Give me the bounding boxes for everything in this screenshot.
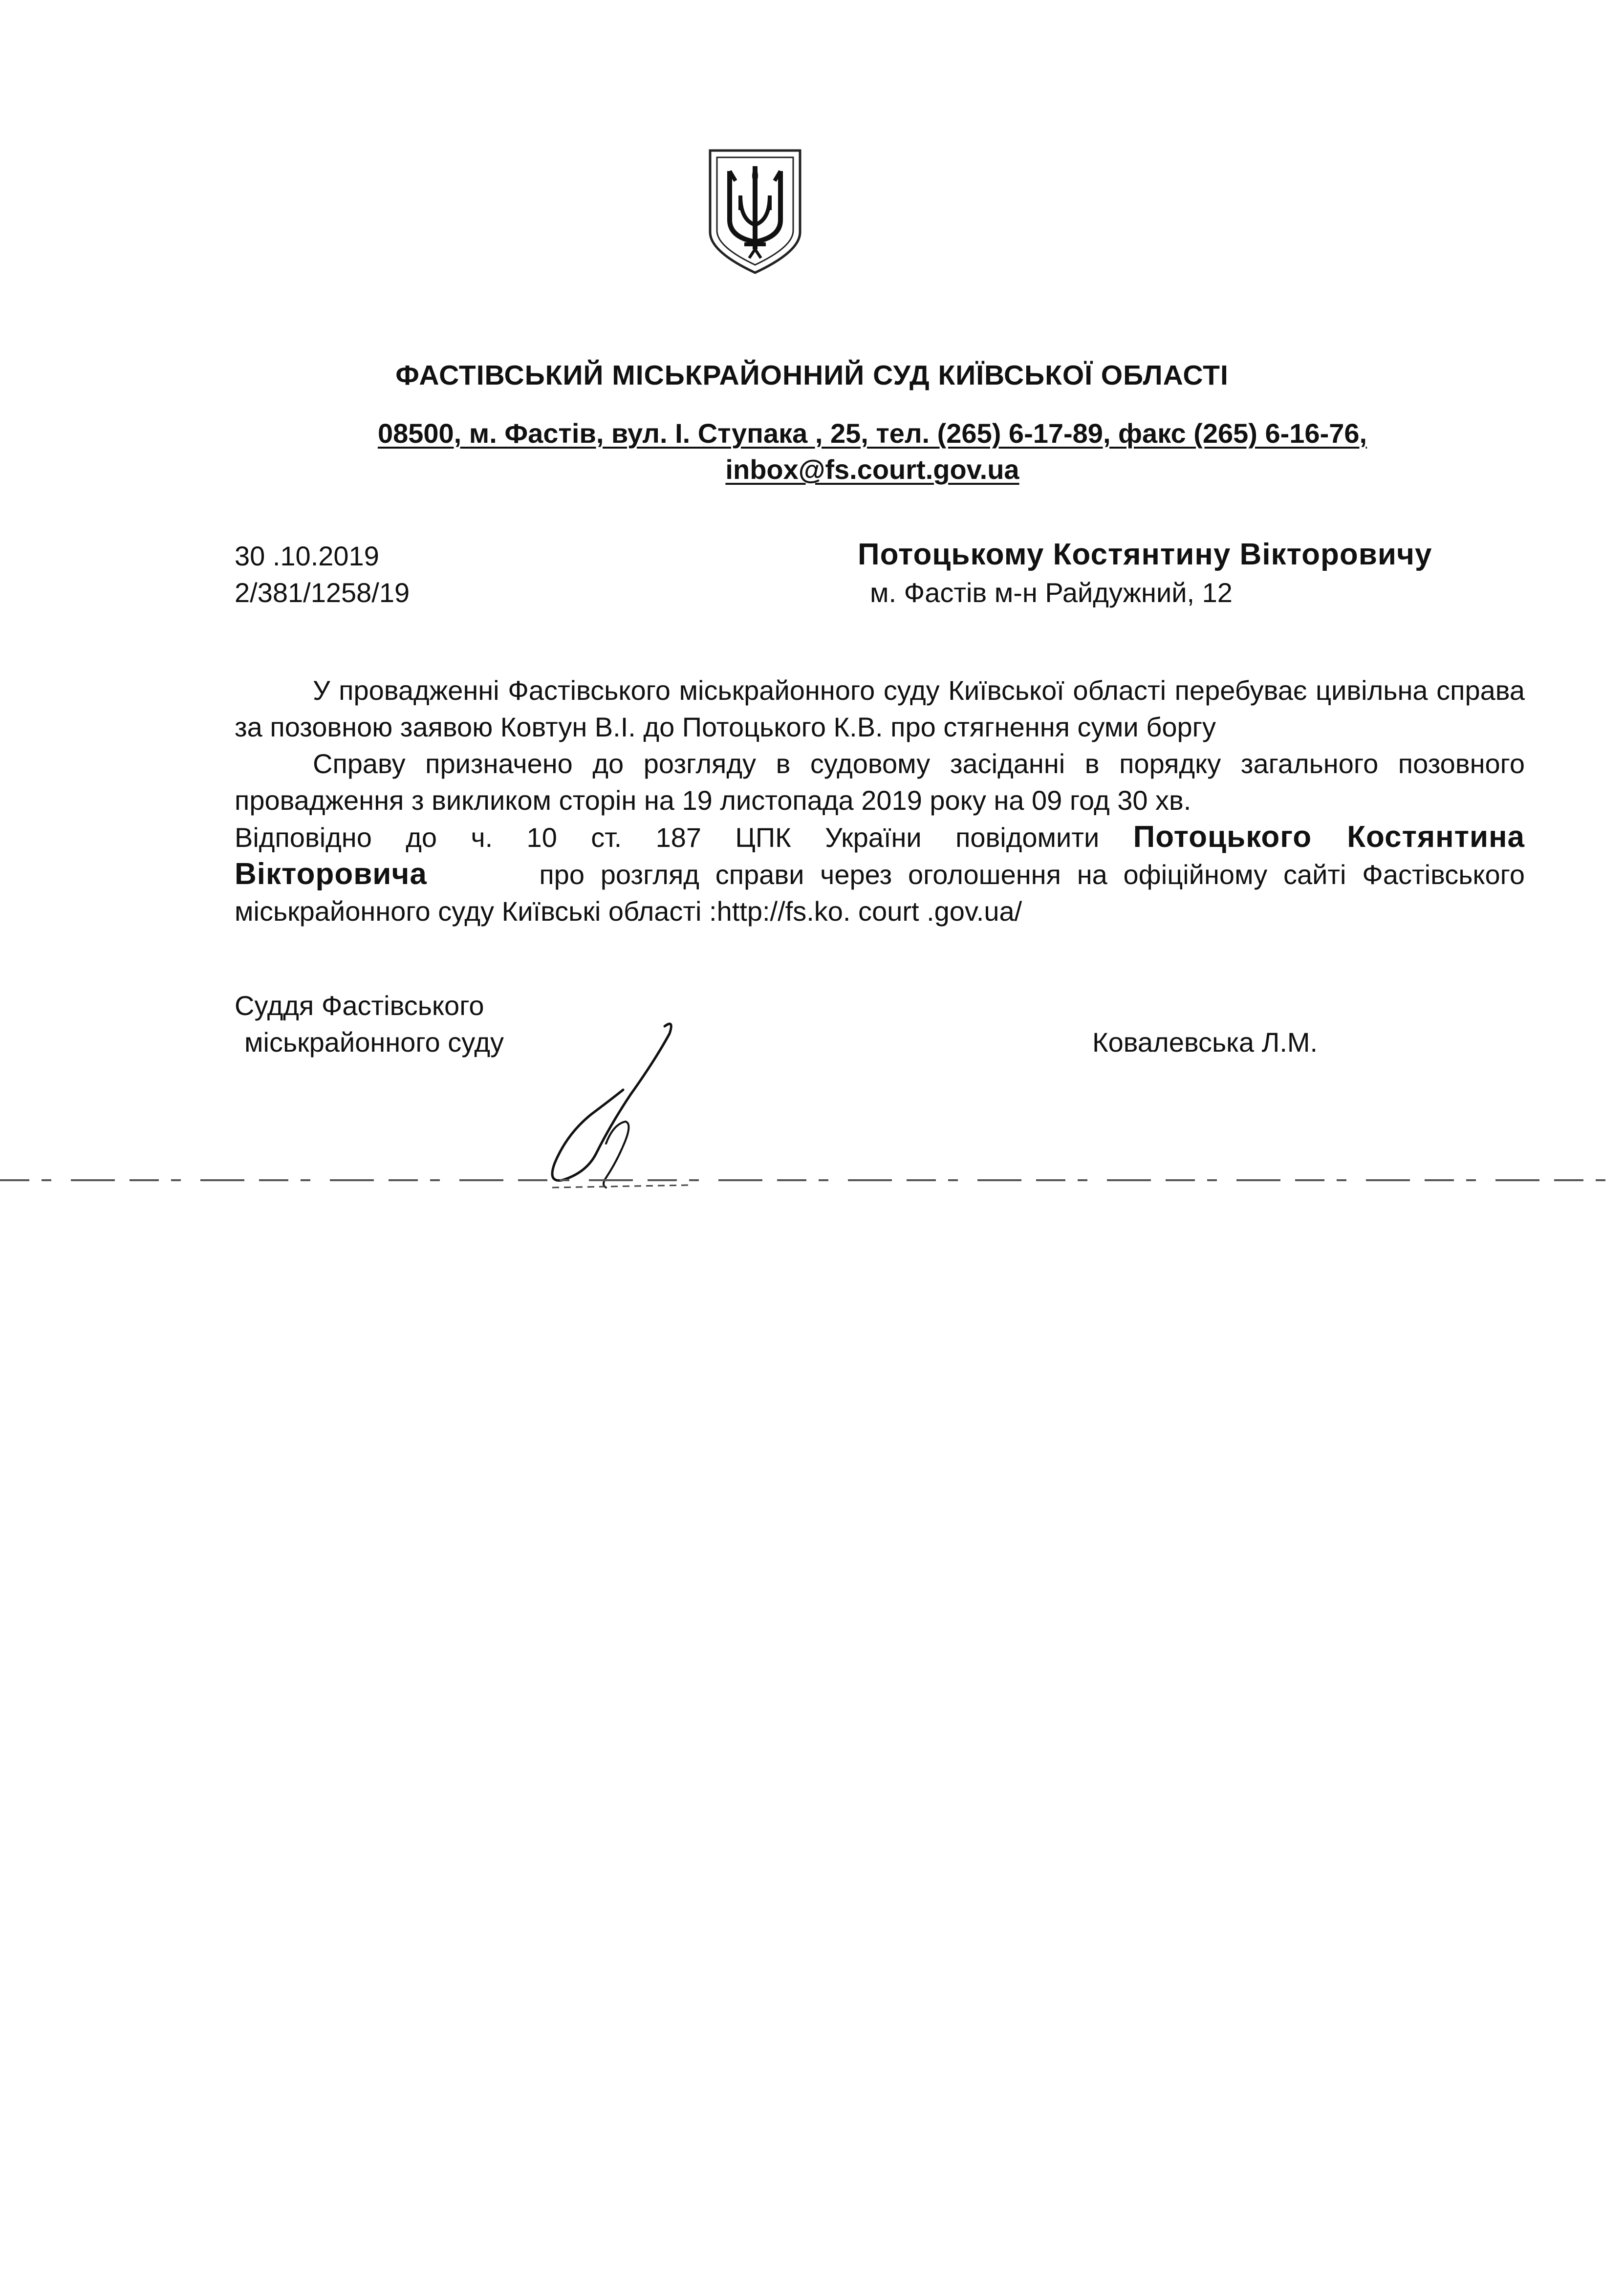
body-paragraph-3 bbox=[235, 819, 1525, 930]
judge-title bbox=[235, 987, 504, 1060]
body-paragraph-3-start: Відповідно до ч. 10 ст. 187 ЦПК України повідомити bbox=[235, 822, 1100, 853]
court-address bbox=[313, 415, 1432, 488]
judge-name: Ковалевська Л.М. bbox=[1092, 1027, 1318, 1058]
body-paragraph-3-end: про розгляд справи через оголошення на офіційному сайті Фастівського міськрайонного суду Київські області :http://fs.ko. court .gov.ua/ bbox=[235, 859, 1525, 927]
recipient-name: Потоцькому Костянтину Вікторовичу bbox=[858, 538, 1432, 571]
recipient-block bbox=[858, 535, 1508, 611]
court-address-line: 08500, м. Фастів, вул. І. Ступака , 25, тел. (265) 6-17-89, факс (265) 6-16-76, bbox=[377, 418, 1367, 449]
letter-body bbox=[235, 672, 1525, 930]
letter-date: 30 .10.2019 bbox=[235, 541, 379, 571]
court-email: inbox@fs.court.gov.ua bbox=[725, 454, 1019, 485]
handwritten-signature-icon bbox=[533, 1016, 694, 1192]
body-paragraph-3-bold-name: Потоцького Костянтина Вікторовича bbox=[235, 820, 1525, 891]
body-paragraph-1: У провадженні Фастівського міськрайонного суду Київської області перебуває цивільна справа за позовною заявою Ковтун В.І. до Потоцького К.В. про стягнення суми боргу bbox=[235, 675, 1525, 742]
judge-title-line-2: міськрайонного суду bbox=[244, 1027, 504, 1058]
scan-edge-divider bbox=[0, 1175, 1624, 1185]
letter-reference-number: 2/381/1258/19 bbox=[235, 577, 410, 608]
judge-title-line-1: Суддя Фастівського bbox=[235, 990, 484, 1021]
recipient-address: м. Фастів м-н Райдужний, 12 bbox=[870, 577, 1233, 608]
letter-meta bbox=[235, 538, 410, 611]
court-name-heading: ФАСТІВСЬКИЙ МІСЬКРАЙОННИЙ СУД КИЇВСЬКОЇ ОБЛАСТІ bbox=[395, 360, 1229, 391]
trident-emblem-icon bbox=[706, 147, 804, 276]
body-paragraph-2: Справу призначено до розгляду в судовому засіданні в порядку загального позовного провадження з викликом сторін на 19 листопада 2019 року на 09 год 30 хв. bbox=[235, 748, 1525, 816]
